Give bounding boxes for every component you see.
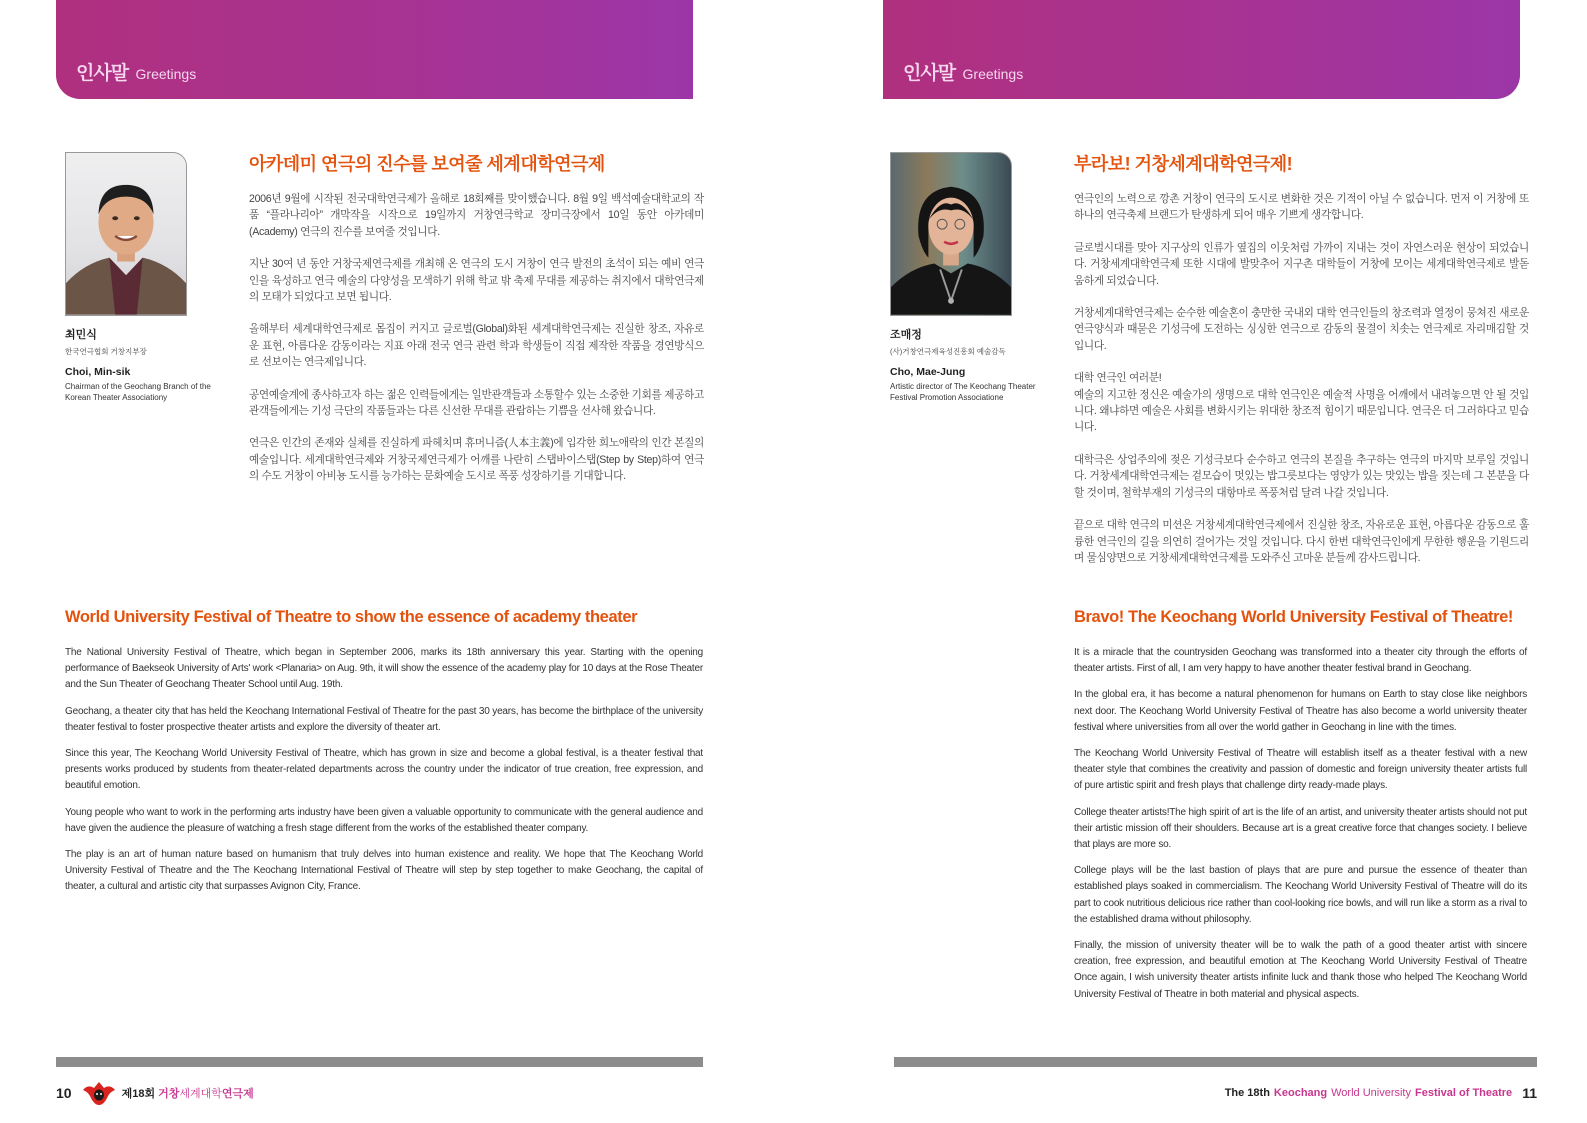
author-affiliation-ko: (사)거창연극제육성진흥회 예술감독 [890,347,1006,356]
portrait-photo [890,152,1012,316]
edition-label: The 18th [1224,1087,1270,1099]
left-page [0,0,793,1123]
page-footer [56,1080,254,1106]
korean-paragraph: 올해부터 세계대학연극제로 몸집이 커지고 글로벌(Global)화된 세계대학연극제는 진실한 창조, 자유로운 표현, 아름다운 감동이라는 지표 아래 전국 연극 관련 학과 학생들이 직접 제작한 작품을 경연방식으로 선보이는 연극제입니다. [249,323,704,369]
section-title-ko: 인사말 [903,62,956,84]
author-info [65,328,215,403]
author-affiliation-en: Artistic director of The Keochang Theater Festival Promotion Associatione [890,382,1036,402]
english-paragraph: The Keochang World University Festival of Theatre will establish itself as a theater festival with a new theater style that combines the creativity and passion of domestic and foreign university theater artists full of pure artistic spirit and fresh plays that challenge dirty ready-made plays. [1074,748,1527,792]
brand-part-2: 세계대학 [179,1088,222,1100]
author-name-en: Cho, Mae-Jung [890,366,966,378]
korean-paragraph: 대학 연극인 여러분! 예술의 지고한 정신은 예술가의 생명으로 대학 연극인은 예술적 사명을 어깨에서 내려놓으면 안 될 것입니다. 왜냐하면 예술은 사회를 변화시키는 위대한 창조적 힘이기 때문입니다. 연극은 더 그러하다고 믿습니다. [1074,372,1529,434]
english-paragraph: College theater artists!The high spirit of art is the life of an artist, and university theater artists should not put their artistic mission off their shoulders. Because art is a great creative force that changes society. I believe that plays are more so. [1074,806,1527,851]
korean-heading: 부라보! 거창세계대학연극제! [1074,154,1293,174]
edition-label: 제18회 [121,1088,156,1100]
header-banner [56,0,693,99]
author-info [890,328,1040,403]
header-banner [883,0,1520,99]
english-paragraph: In the global era, it has become a natural phenomenon for humans on Earth to stay close like neighbors next door. The Keochang World University Festival of Theatre has also become a world university theater festival where universities from all over the world gather in Geochang in line with the times. [1074,689,1527,733]
page-footer [1225,1080,1537,1106]
festival-logo-icon [82,1080,116,1106]
korean-paragraph: 연극은 인간의 존재와 실체를 진실하게 파헤치며 휴머니즘(人本主義)에 입각한 희노애락의 인간 본질의 예술입니다. 세계대학연극제와 거창국제연극제가 어깨를 나란히 스탭바이스탭(Step by Step)하여 연극의 수도 거창이 아비뇽 도시를 능가하는 문화예술 도시로 폭풍 성장하기를 기대합니다. [249,437,704,483]
section-title [76,58,196,85]
brand-part-3: 연극제 [221,1088,254,1100]
brand-part-1: Keochang [1273,1087,1328,1099]
english-paragraph: It is a miracle that the countrysiden Geochang was transformed into a theater city through the efforts of theater artists. First of all, I am very happy to have another theater festival brand in Geochang. [1074,647,1527,675]
english-paragraph: Young people who want to work in the performing arts industry have been given a valuable opportunity to communicate with the general audience and have given the audience the pleasure of watching a fresh stage different from the works of the established theater company. [65,806,703,834]
english-paragraph: The play is an art of human nature based on humanism that truly delves into human existence and reality. We hope that The Keochang World University Festival of Theatre and the The Keochang International Festival of Theatre will step by step together to make Geochang, the capital of theater, a cultural and artistic city that surpasses Avignon City, France. [65,849,703,893]
author-name-en: Choi, Min-sik [65,366,131,378]
portrait-woman-icon [891,153,1011,315]
korean-heading: 아카데미 연극의 진수를 보여줄 세계대학연극제 [249,154,605,174]
korean-paragraph: 거창세계대학연극제는 순수한 예술혼이 충만한 국내외 대학 연극인들의 창조력과 열정이 뭉쳐진 새로운 연극양식과 때묻은 기성극에 도전하는 싱싱한 연극으로 감동의 물결이 치솟는 연극제로 자리매김할 것입니다. [1074,307,1529,352]
english-paragraph: Finally, the mission of university theater will be to walk the path of a good theater artist with sincere creation, free expression, and beautiful emotion at The Keochang World University Festival of Theatre Once again, I wish university theater artists infinite luck and thank those who helped The Keochang World University Festival of Theatre in both material and physical aspects. [1074,940,1527,1000]
english-paragraph: The National University Festival of Theatre, which began in September 2006, marks its 18th anniversary this year. Starting with the opening performance of Baekseok University of Arts' work <Planaria> on Aug. 9th, it will show the essence of the academy play for 10 days at the Rose Theater and the Sun Theater of Geochang Theater School until Aug. 19th. [65,647,703,691]
portrait-photo [65,152,187,316]
section-title [903,58,1023,85]
footer-bar [56,1057,703,1067]
korean-paragraph: 지난 30여 년 동안 거창국제연극제를 개최해 온 연극의 도시 거창이 연극 발전의 초석이 되는 예비 연극인을 육성하고 연극 예술의 다양성을 모색하기 위해 학교 밖 축제 무대를 제공하는 취지에서 대학연극제의 모태가 되었다고 보면 됩니다. [249,258,704,304]
author-affiliation-en: Chairman of the Geochang Branch of the Korean Theater Associationy [65,382,211,402]
english-body [65,645,703,906]
page-number: 11 [1522,1085,1537,1101]
footer-bar [894,1057,1537,1067]
english-body [1074,645,1527,1013]
author-affiliation-ko: 한국연극협회 거창지부장 [65,347,147,356]
english-heading: World University Festival of Theatre to show the essence of academy theater [65,608,638,626]
korean-paragraph: 끝으로 대학 연극의 미션은 거창세계대학연극제에서 진실한 창조, 자유로운 표현, 아름다운 감동으로 훌륭한 연극인의 길을 의연히 걸어가는 것일 것입니다. 다시 한번 대학연극인에게 무한한 행운을 기원드리며 물심양면으로 거창세계대학연극제를 도와주신 고마운 분들께 감사드립니다. [1074,519,1529,564]
korean-body [249,191,704,501]
section-title-ko: 인사말 [76,62,129,84]
korean-paragraph: 2006년 9월에 시작된 전국대학연극제가 올해로 18회째를 맞이했습니다. 8월 9일 백석예술대학교의 작품 “플라나리아” 개막작을 시작으로 19일까지 거창연극학교 장미극장에서 10일 동안 아카데미(Academy) 연극의 진수를 보여줄 것입니다. [249,193,704,238]
author-name-ko: 최민식 [65,329,97,341]
brand-part-1: 거창 [158,1088,180,1100]
section-title-en: Greetings [962,66,1024,82]
korean-paragraph: 연극인의 노력으로 깡촌 거창이 연극의 도시로 변화한 것은 기적이 아닐 수 없습니다. 먼저 이 거창에 또 하나의 연극축제 브랜드가 탄생하게 되어 매우 기쁘게 생각합니다. [1074,193,1529,222]
page-number: 10 [56,1085,72,1101]
english-paragraph: Since this year, The Keochang World University Festival of Theatre, which has grown in size and become a global festival, is a theater festival that presents works produced by students from theater-related departments across the country under the indicator of true creation, free expression, and beautiful emotion. [65,748,703,792]
brand-part-3: Festival of Theatre [1414,1087,1513,1099]
section-title-en: Greetings [135,66,197,82]
korean-paragraph: 글로벌시대를 맞아 지구상의 인류가 옆집의 이웃처럼 가까이 지내는 것이 자연스러운 현상이 되었습니다. 거창세계대학연극제 또한 시대에 발맞추어 지구촌 대학들이 거창에 모이는 세계대학연극제로 발돋움하게 되었습니다. [1074,241,1529,287]
right-page [794,0,1587,1123]
author-name-ko: 조매정 [890,329,922,341]
portrait-man-icon [66,153,186,315]
english-paragraph: College plays will be the last bastion of plays that are pure and pursue the essence of theater than established plays soaked in commercialism. The Keochang World University Festival of Theatre will do its part to cook nutritious delicious rice rather than cool-looking rice bowls, and will run like a storm as a rival to the established drama without philosophy. [1074,865,1527,925]
brand-part-2: World University [1331,1087,1411,1099]
english-paragraph: Geochang, a theater city that has held the Keochang International Festival of Theatre for the past 30 years, has become the birthplace of the university theater festival to foster prospective theater artists and explore the diversity of theater art. [65,705,703,733]
korean-body [1074,191,1529,582]
korean-paragraph: 공연예술계에 종사하고자 하는 젊은 인력들에게는 일반관객들과 소통할수 있는 소중한 기회를 제공하고 관객들에게는 기성 극단의 작품들과는 다른 신선한 무대를 관람하는 기쁨을 선사해 왔습니다. [249,388,704,418]
english-heading: Bravo! The Keochang World University Festival of Theatre! [1074,608,1513,626]
korean-paragraph: 대학극은 상업주의에 젖은 기성극보다 순수하고 연극의 본질을 추구하는 연극의 마지막 보루일 것입니다. 거창세계대학연극제는 겉모습이 멋있는 밥그릇보다는 영양가 있는 맛있는 밥을 짓는데 그 본분을 다할 것이며, 철학부재의 기성극의 대항마로 폭풍처럼 달려 나갈 것입니다. [1074,453,1529,499]
